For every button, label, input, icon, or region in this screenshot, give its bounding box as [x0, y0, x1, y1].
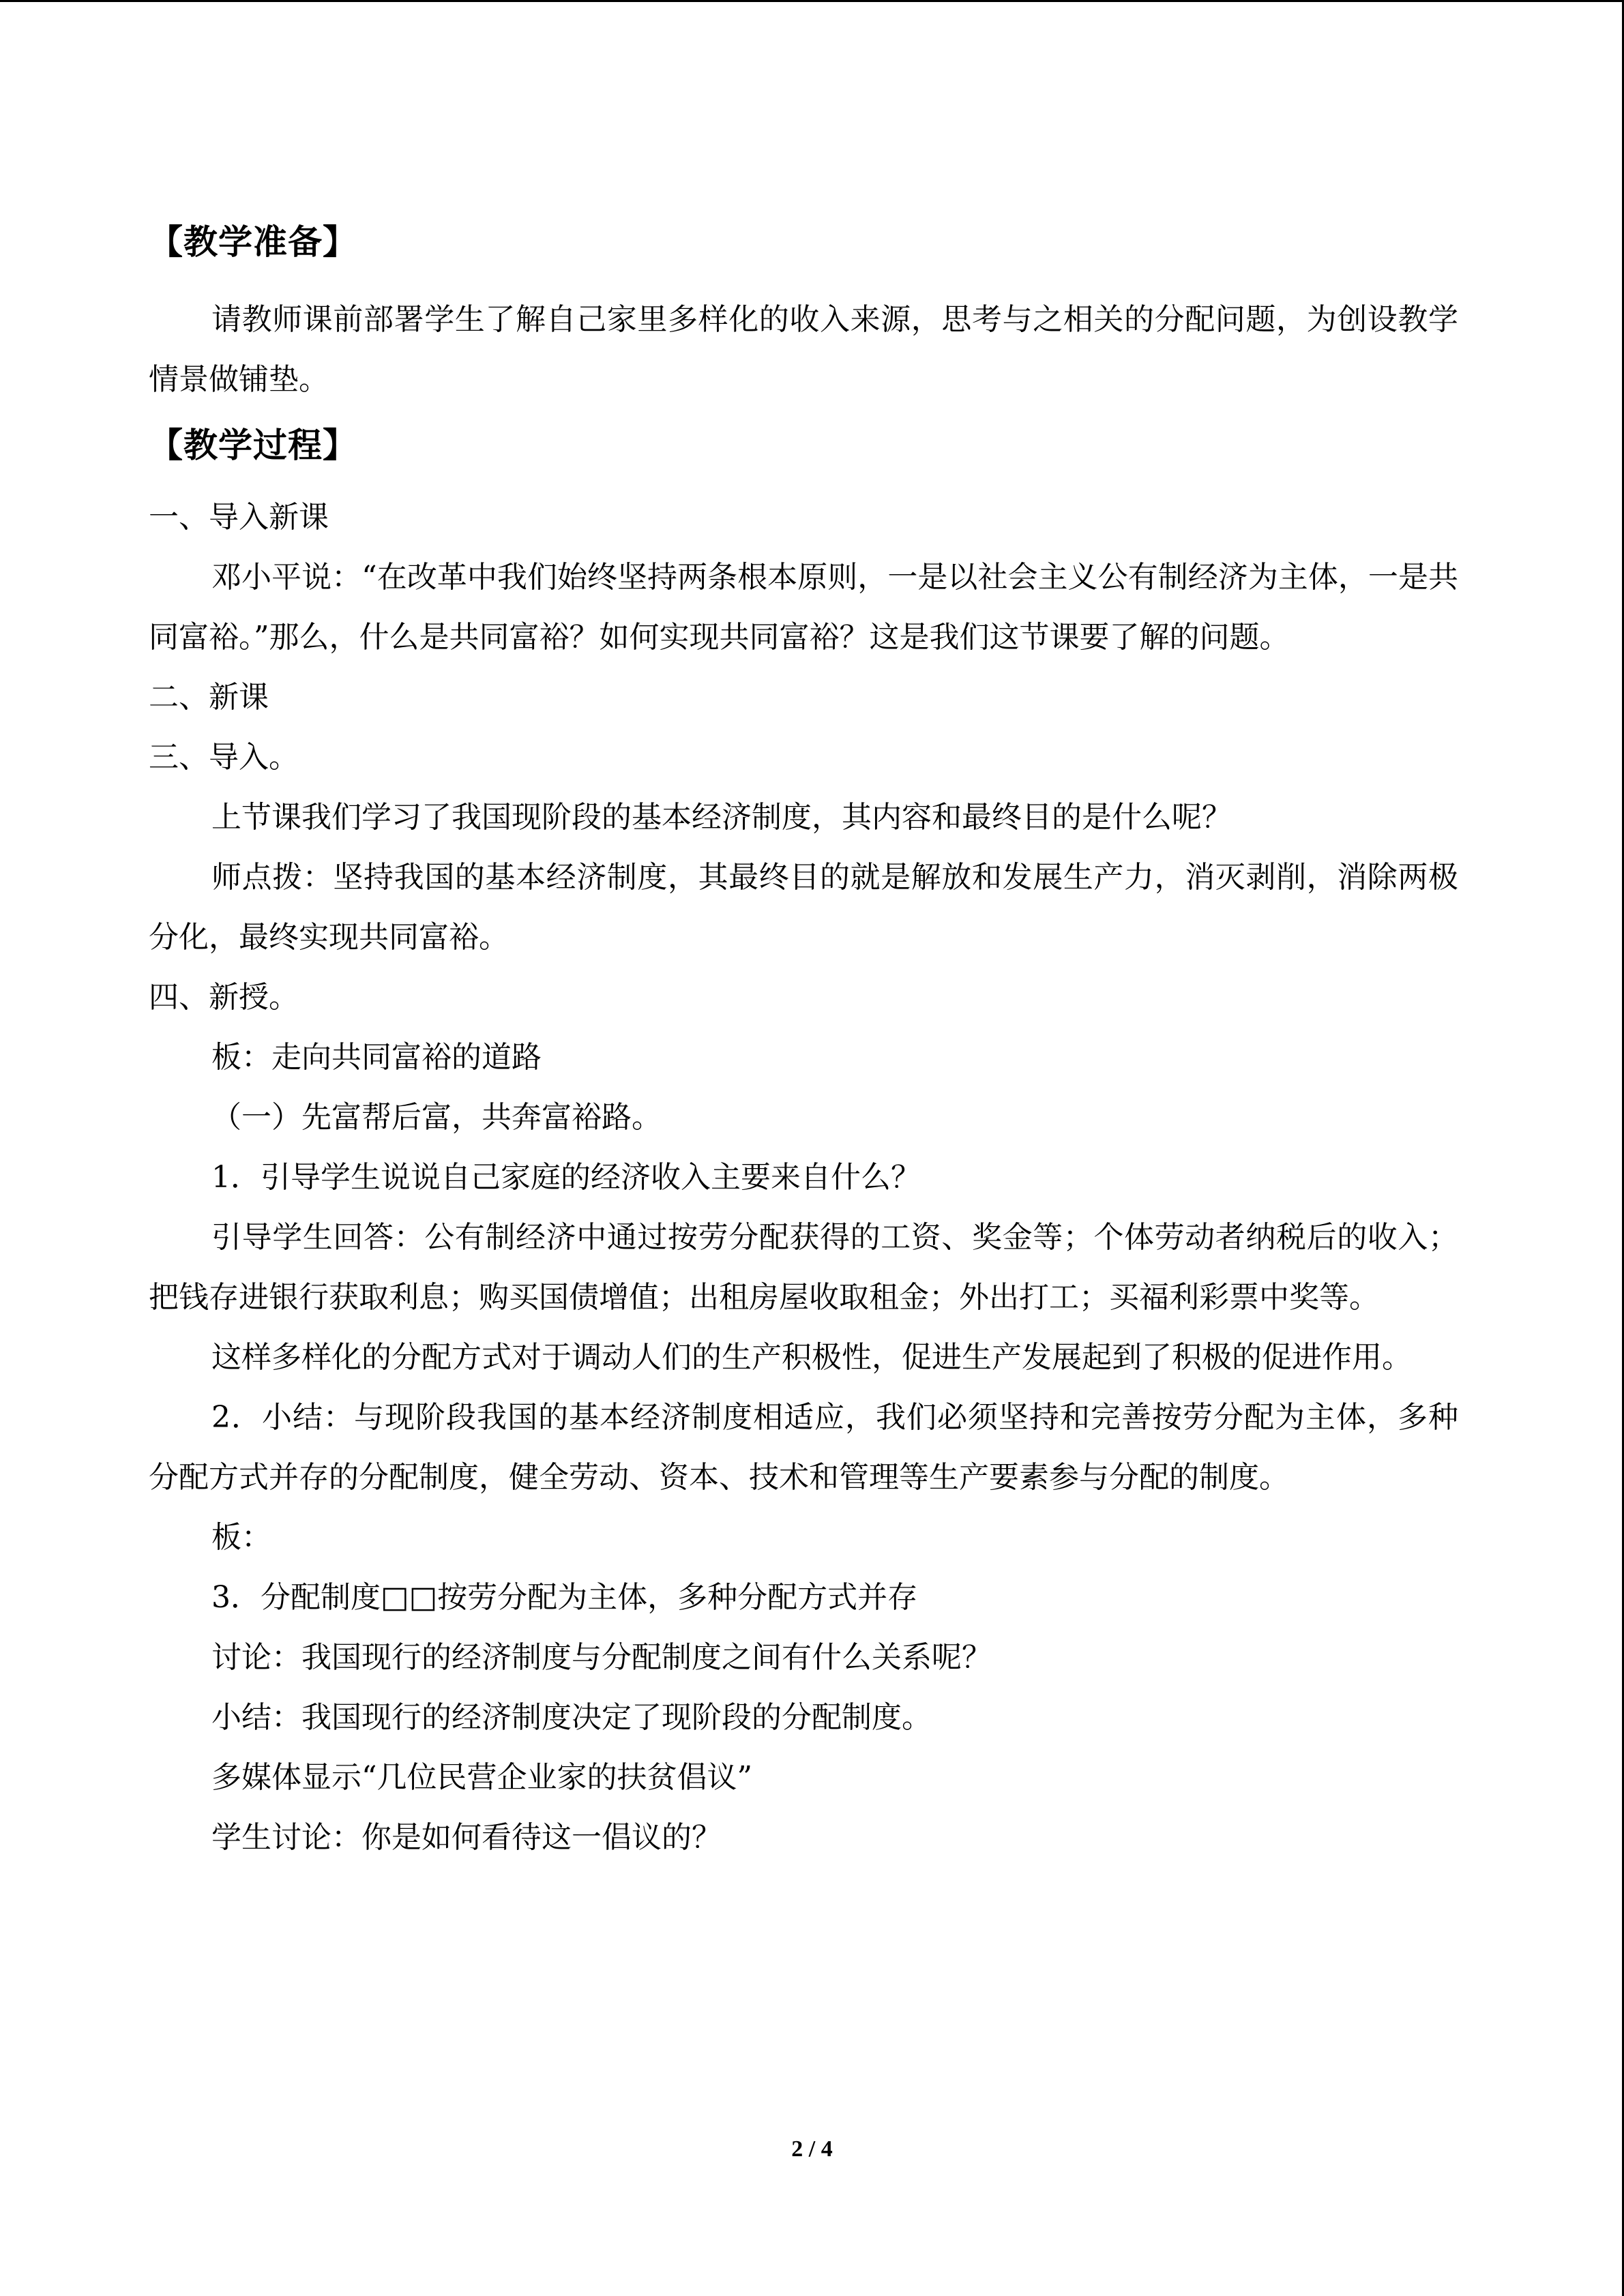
paragraph: （一）先富帮后富，共奔富裕路。	[211, 1100, 662, 1135]
paragraph-list-heading: 二、新课	[149, 680, 269, 715]
paragraph: 师点拨：坚持我国的基本经济制度，其最终目的就是解放和发展生产力，消灭剥削，消除两极分化，最终实现共同富裕。	[149, 860, 1458, 955]
section-heading-process: 【教学过程】	[149, 425, 357, 465]
paragraph: 学生讨论：你是如何看待这一倡议的？	[211, 1820, 722, 1855]
paragraph: 板：走向共同富裕的道路	[211, 1040, 542, 1075]
paragraph: 请教师课前部署学生了解自己家里多样化的收入来源，思考与之相关的分配问题，为创设教学情景做铺垫。	[149, 302, 1458, 397]
paragraph: 这样多样化的分配方式对于调动人们的生产积极性，促进生产发展起到了积极的促进作用。	[211, 1340, 1412, 1375]
section-heading-preparation: 【教学准备】	[149, 222, 357, 262]
paragraph: 上节课我们学习了我国现阶段的基本经济制度，其内容和最终目的是什么呢？	[211, 800, 1232, 835]
spacer	[149, 481, 1458, 488]
paragraph-list-heading: 三、导入。	[149, 740, 299, 775]
paragraph: 讨论：我国现行的经济制度与分配制度之间有什么关系呢？	[211, 1640, 992, 1675]
paragraph: 邓小平说：“在改革中我们始终坚持两条根本原则，一是以社会主义公有制经济为主体，一是共同富裕。”那么，什么是共同富裕？如何实现共同富裕？这是我们这节课要了解的问题。	[149, 560, 1458, 655]
paragraph: 1．引导学生说说自己家庭的经济收入主要来自什么？	[211, 1160, 921, 1195]
paragraph: 多媒体显示“几位民营企业家的扶贫倡议”	[211, 1760, 752, 1795]
page-number: 2 / 4	[791, 2136, 833, 2162]
paragraph-list-heading: 四、新授。	[149, 980, 299, 1015]
spacer	[149, 278, 1458, 290]
paragraph: 3．分配制度□□按劳分配为主体，多种分配方式并存	[211, 1580, 918, 1615]
paragraph: 2．小结：与现阶段我国的基本经济制度相适应，我们必须坚持和完善按劳分配为主体，多种分配方式并存的分配制度，健全劳动、资本、技术和管理等生产要素参与分配的制度。	[149, 1400, 1458, 1495]
paragraph: 引导学生回答：公有制经济中通过按劳分配获得的工资、奖金等；个体劳动者纳税后的收入；把钱存进银行获取利息；购买国债增值；出租房屋收取租金；外出打工；买福利彩票中奖等。	[149, 1220, 1458, 1315]
document-body	[149, 207, 1458, 1868]
paragraph: 小结：我国现行的经济制度决定了现阶段的分配制度。	[211, 1700, 932, 1735]
paragraph-list-heading: 一、导入新课	[149, 500, 329, 535]
paragraph: 板：	[211, 1520, 271, 1555]
